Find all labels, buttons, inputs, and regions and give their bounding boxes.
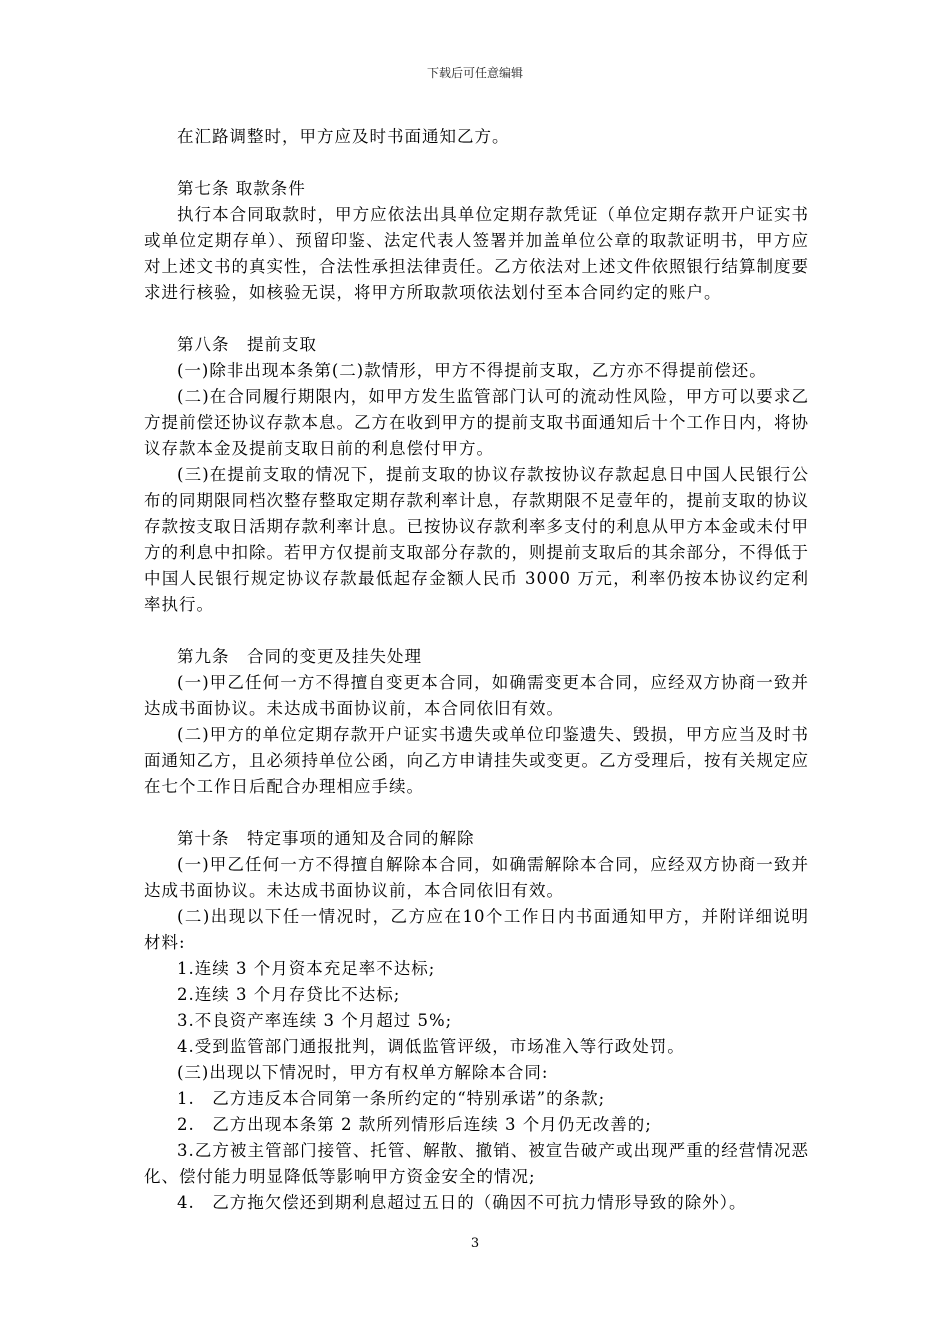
list-item: 4.受到监管部门通报批判，调低监管评级，市场准入等行政处罚。: [177, 1037, 685, 1056]
list-item: 2. 乙方出现本条第 2 款所列情形后连续 3 个月仍无改善的;: [177, 1115, 652, 1134]
paragraph: (二)在合同履行期限内，如甲方发生监管部门认可的流动性风险，甲方可以要求乙方提前偿还协议存款本息。乙方在收到甲方的提前支取书面通知后十个工作日内，将协议存款本金及提前支取日前的利息偿付甲方。: [144, 387, 809, 458]
paragraph: (一)除非出现本条第(二)款情形，甲方不得提前支取，乙方亦不得提前偿还。: [177, 361, 767, 380]
paragraph: (二)出现以下任一情况时，乙方应在10个工作日内书面通知甲方，并附详细说明材料:: [144, 907, 809, 952]
list-item: 1. 乙方违反本合同第一条所约定的“特别承诺”的条款;: [177, 1089, 606, 1108]
page-number: 3: [470, 1236, 480, 1251]
paragraph: 在汇路调整时，甲方应及时书面通知乙方。: [177, 127, 510, 146]
list-item: 2.连续 3 个月存贷比不达标;: [177, 985, 401, 1004]
section-heading: 第九条 合同的变更及挂失处理: [177, 647, 422, 666]
section-heading: 第七条 取款条件: [177, 179, 306, 198]
paragraph: (二)甲方的单位定期存款开户证实书遗失或单位印鉴遗失、毁损，甲方应当及时书面通知乙方，且必须持单位公函，向乙方申请挂失或变更。乙方受理后，按有关规定应在七个工作日后配合办理相应手续。: [144, 725, 809, 796]
paragraph: (一)甲乙任何一方不得擅自解除本合同，如确需解除本合同，应经双方协商一致并达成书面协议。未达成书面协议前，本合同依旧有效。: [144, 855, 809, 900]
list-item: 1.连续 3 个月资本充足率不达标;: [177, 959, 436, 978]
list-item: 3.不良资产率连续 3 个月超过 5%;: [177, 1011, 453, 1030]
paragraph: (三)在提前支取的情况下，提前支取的协议存款按协议存款起息日中国人民银行公布的同期限同档次整存整取定期存款利率计息，存款期限不足壹年的，提前支取的协议存款按支取日活期存款利率计息。已按协议存款利率多支付的利息从甲方本金或未付甲方的利息中扣除。若甲方仅提前支取部分存款的，则提前支取后的其余部分，不得低于中国人民银行规定协议存款最低起存金额人民币 3000 万元，利率仍按本协议约定利率执行。: [144, 465, 809, 614]
paragraph: (三)出现以下情况时，甲方有权单方解除本合同:: [177, 1063, 549, 1082]
document-body: [144, 124, 809, 1216]
section-heading: 第八条 提前支取: [177, 335, 317, 354]
section-heading: 第十条 特定事项的通知及合同的解除: [177, 829, 475, 848]
list-item: 3.乙方被主管部门接管、托管、解散、撤销、被宣告破产或出现严重的经营情况恶化、偿付能力明显降低等影响甲方资金安全的情况;: [144, 1141, 809, 1186]
paragraph: 执行本合同取款时，甲方应依法出具单位定期存款凭证（单位定期存款开户证实书或单位定期存单）、预留印鉴、法定代表人签署并加盖单位公章的取款证明书，甲方应对上述文书的真实性，合法性承担法律责任。乙方依法对上述文件依照银行结算制度要求进行核验，如核验无误，将甲方所取款项依法划付至本合同约定的账户。: [144, 205, 809, 302]
paragraph: (一)甲乙任何一方不得擅自变更本合同，如确需变更本合同，应经双方协商一致并达成书面协议。未达成书面协议前，本合同依旧有效。: [144, 673, 809, 718]
page-header: 下载后可任意编辑: [426, 66, 523, 80]
list-item: 4. 乙方拖欠偿还到期利息超过五日的（确因不可抗力情形导致的除外）。: [177, 1193, 747, 1212]
